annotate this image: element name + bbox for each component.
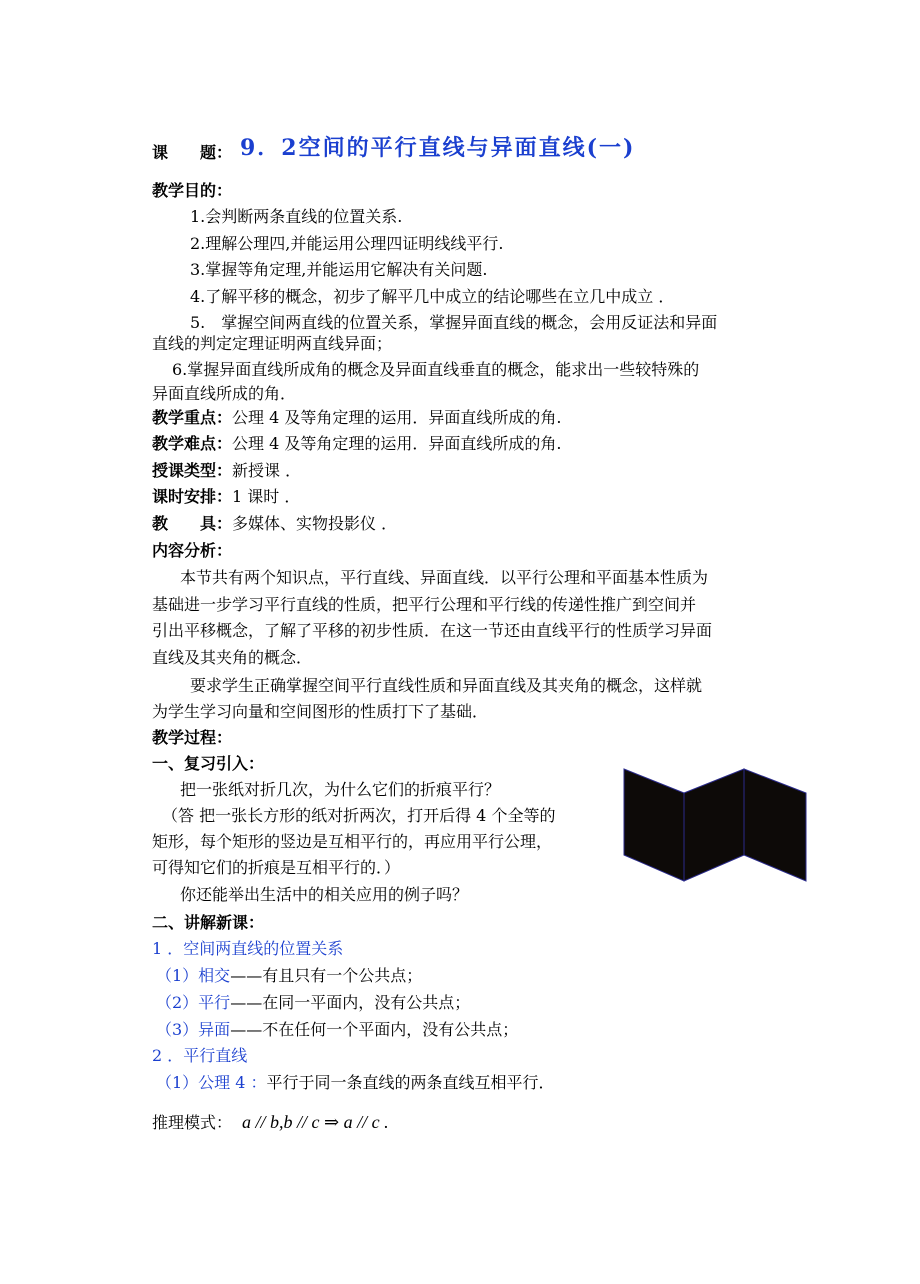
difficulty-value: 公理 4 及等角定理的运用．异面直线所成的角. [232,434,562,453]
objective-item: 3.掌握等角定理,并能运用它解决有关问题. [190,260,488,279]
folded-paper-figure [622,765,810,885]
type-row [152,461,301,481]
objectives-heading: 教学目的： [152,181,233,200]
objective-item: 异面直线所成的角． [152,384,297,403]
tools-row [152,514,397,534]
relation-row [156,1020,518,1040]
review-line: 可得知它们的折痕是互相平行的．） [152,858,401,877]
objective-item: 4.了解平移的概念，初步了解平几中成立的结论哪些在立几中成立 ． [190,287,675,306]
axiom-row [156,1073,555,1093]
relation-row [156,966,422,986]
objective-item: 2.理解公理四,并能运用公理四证明线线平行. [190,234,504,253]
relation-desc: ——不在任何一个平面内，没有公共点； [230,1020,519,1039]
relation-desc: ——在同一平面内，没有公共点； [230,993,471,1012]
focus-label: 教学重点： [152,408,233,427]
hours-label: 课时安排： [152,487,233,506]
analysis-line: 引出平移概念，了解了平移的初步性质．在这一节还由直线平行的性质学习异面 [152,621,713,640]
objective-item: 1.会判断两条直线的位置关系. [190,207,403,226]
difficulty-row [152,434,561,454]
difficulty-label: 教学难点： [152,434,233,453]
analysis-line: 要求学生正确掌握空间平行直线性质和异面直线及其夹角的概念，这样就 [190,676,703,695]
reasoning-row [152,1112,389,1133]
analysis-heading: 内容分析： [152,541,233,560]
type-value: 新授课 ． [232,461,302,480]
relation-desc: ——有且只有一个公共点； [230,966,423,985]
review-line: 你还能举出生活中的相关应用的例子吗？ [180,885,469,904]
fold-panel [684,769,744,881]
tools-label: 教 具： [152,514,233,533]
objective-item: 直线的判定定理证明两直线异面； [152,334,393,353]
section2-title: 2 ．平行直线 [152,1046,248,1065]
relation-tag: （3）异面 [156,1020,231,1039]
objective-item: 6.掌握异面直线所成角的概念及异面直线垂直的概念，能求出一些较特殊的 [172,360,700,379]
analysis-line: 为学生学习向量和空间图形的性质打下了基础． [152,702,489,721]
review-heading: 一、复习引入： [152,754,265,773]
analysis-line: 基础进一步学习平行直线的性质，把平行公理和平行线的传递性推广到空间并 [152,595,697,614]
type-label: 授课类型： [152,461,233,480]
analysis-line: 本节共有两个知识点，平行直线、异面直线．以平行公理和平面基本性质为 [180,568,709,587]
hours-row [152,487,300,507]
review-line: （答 把一张长方形的纸对折两次，打开后得 4 个全等的 [162,806,556,825]
fold-panel [744,769,806,881]
analysis-line: 直线及其夹角的概念． [152,648,313,667]
process-heading: 教学过程： [152,728,233,747]
relation-row [156,993,470,1013]
fold-panel [624,769,684,881]
section1-title: 1 ．空间两直线的位置关系 [152,939,344,958]
focus-row [152,408,561,428]
hours-value: 1 课时 ． [232,487,301,506]
relation-tag: （2）平行 [156,993,231,1012]
review-line: 矩形，每个矩形的竖边是互相平行的，再应用平行公理， [152,832,553,851]
reasoning-label: 推理模式： [152,1113,233,1132]
objective-item: 5. 掌握空间两直线的位置关系，掌握异面直线的概念，会用反证法和异面 [190,313,718,332]
title-label: 课 题： [152,143,233,162]
review-line: 把一张纸对折几次，为什么它们的折痕平行？ [180,780,501,799]
axiom-tag: （1）公理 4 ： [156,1073,267,1092]
relation-tag: （1）相交 [156,966,231,985]
new-lesson-heading: 二、讲解新课： [152,913,265,932]
axiom-desc: 平行于同一条直线的两条直线互相平行． [266,1073,555,1092]
focus-value: 公理 4 及等角定理的运用．异面直线所成的角. [232,408,562,427]
tools-value: 多媒体、实物投影仪 ． [232,514,398,533]
page-title: 9．2空间的平行直线与异面直线(一) [240,135,636,161]
reasoning-formula: a // b,b // c ⇒ a // c . [242,1112,389,1132]
